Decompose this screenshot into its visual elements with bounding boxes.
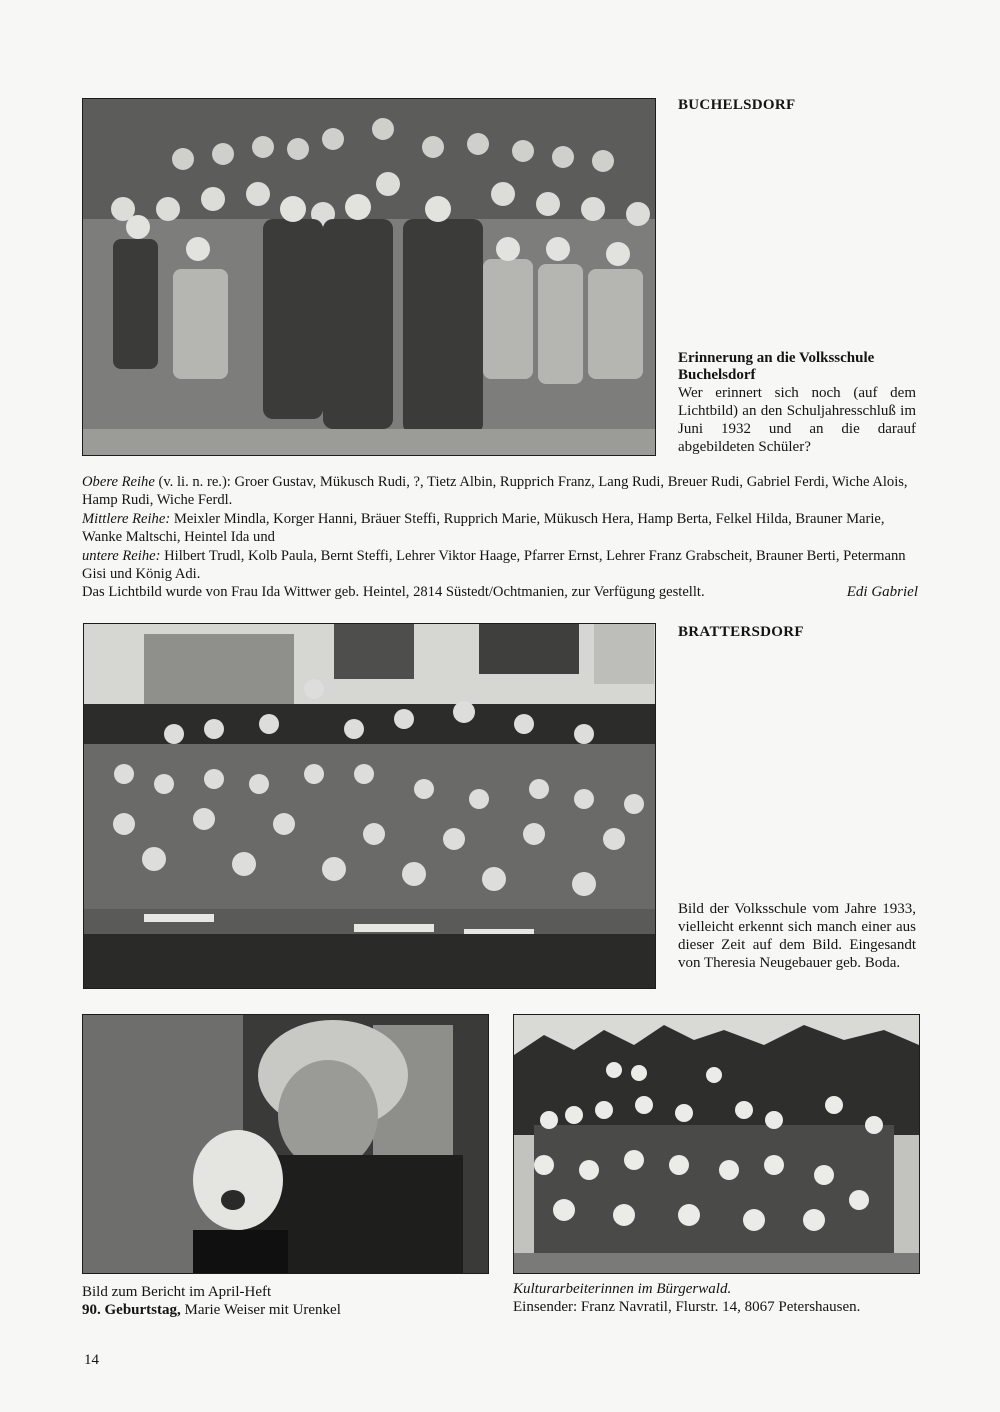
caption-title-line2: Buchelsdorf (678, 367, 756, 383)
workers-caption (513, 1280, 918, 1316)
brattersdorf-heading: BRATTERSDORF (678, 624, 804, 640)
credit-line (82, 583, 918, 601)
row-label: Mittlere Reihe: (82, 510, 171, 527)
workers-photo-graphic (514, 1015, 919, 1273)
workers-photo (513, 1014, 920, 1274)
birthday-caption-line2 (82, 1301, 487, 1319)
row-label: untere Reihe: (82, 547, 161, 564)
buchelsdorf-caption-text: Wer erinnert sich noch (auf dem Lichtbild) an den Schuljahresschluß im Juni 1932 und an die darauf abgebildeten Schüler? (678, 385, 916, 455)
birthday-caption-line1: Bild zum Bericht im April-Heft (82, 1284, 272, 1300)
buchelsdorf-photo-graphic (83, 99, 655, 455)
birthday-caption-rest: Marie Weiser mit Urenkel (180, 1302, 341, 1318)
birthday-caption-bold: 90. Geburtstag, (82, 1302, 181, 1318)
birthday-photo-graphic (83, 1015, 488, 1273)
names-row-lower (82, 547, 918, 584)
workers-caption-line2: Einsender: Franz Navratil, Flurstr. 14, 8067 Petershausen. (513, 1299, 861, 1315)
workers-caption-italic: Kulturarbeiterinnen im Bürgerwald. (513, 1281, 732, 1297)
buchelsdorf-caption-title (678, 350, 916, 384)
buchelsdorf-school-photo (82, 98, 656, 456)
brattersdorf-caption: Bild der Volksschule vom Jahre 1933, vielleicht erkennt sich manch einer aus dieser Zeit auf dem Bild. Eingesandt von Theresia Neugebauer geb. Boda. (678, 901, 916, 971)
names-row-middle (82, 510, 918, 547)
row-text: Hilbert Trudl, Kolb Paula, Bernt Steffi, Lehrer Viktor Haage, Pfarrer Ernst, Lehrer Franz Grabscheit, Brauner Berti, Petermann Gisi und König Adi. (82, 547, 906, 583)
credit-text: Das Lichtbild wurde von Frau Ida Wittwer geb. Heintel, 2814 Süstedt/Ochtmanien, zur Verfügung gestellt. (82, 584, 705, 601)
brattersdorf-photo-graphic (84, 624, 655, 988)
row-label: Obere Reihe (82, 474, 155, 490)
buchelsdorf-caption (678, 350, 916, 456)
signature: Edi Gabriel (846, 584, 918, 601)
row-text: Meixler Mindla, Korger Hanni, Bräuer Steffi, Rupprich Marie, Mükusch Hera, Hamp Berta, Felkel Hilda, Brauner Marie, Wanke Maltschi, Heintel Ida und (82, 510, 885, 546)
page-number: 14 (84, 1352, 99, 1368)
buchelsdorf-heading: BUCHELSDORF (678, 97, 796, 113)
brattersdorf-classroom-photo (83, 623, 656, 989)
row-text: (v. li. n. re.): Groer Gustav, Mükusch Rudi, ?, Tietz Albin, Rupprich Franz, Lang Rudi, Breuer Rudi, Gabriel Ferdi, Wiche Alois, Hamp Rudi, Wiche Ferdl. (82, 474, 908, 509)
birthday-caption (82, 1283, 487, 1319)
birthday-photo (82, 1014, 489, 1274)
caption-title-line1: Erinnerung an die Volksschule (678, 350, 875, 366)
buchelsdorf-names-block (82, 473, 918, 602)
names-row-upper (82, 473, 918, 510)
